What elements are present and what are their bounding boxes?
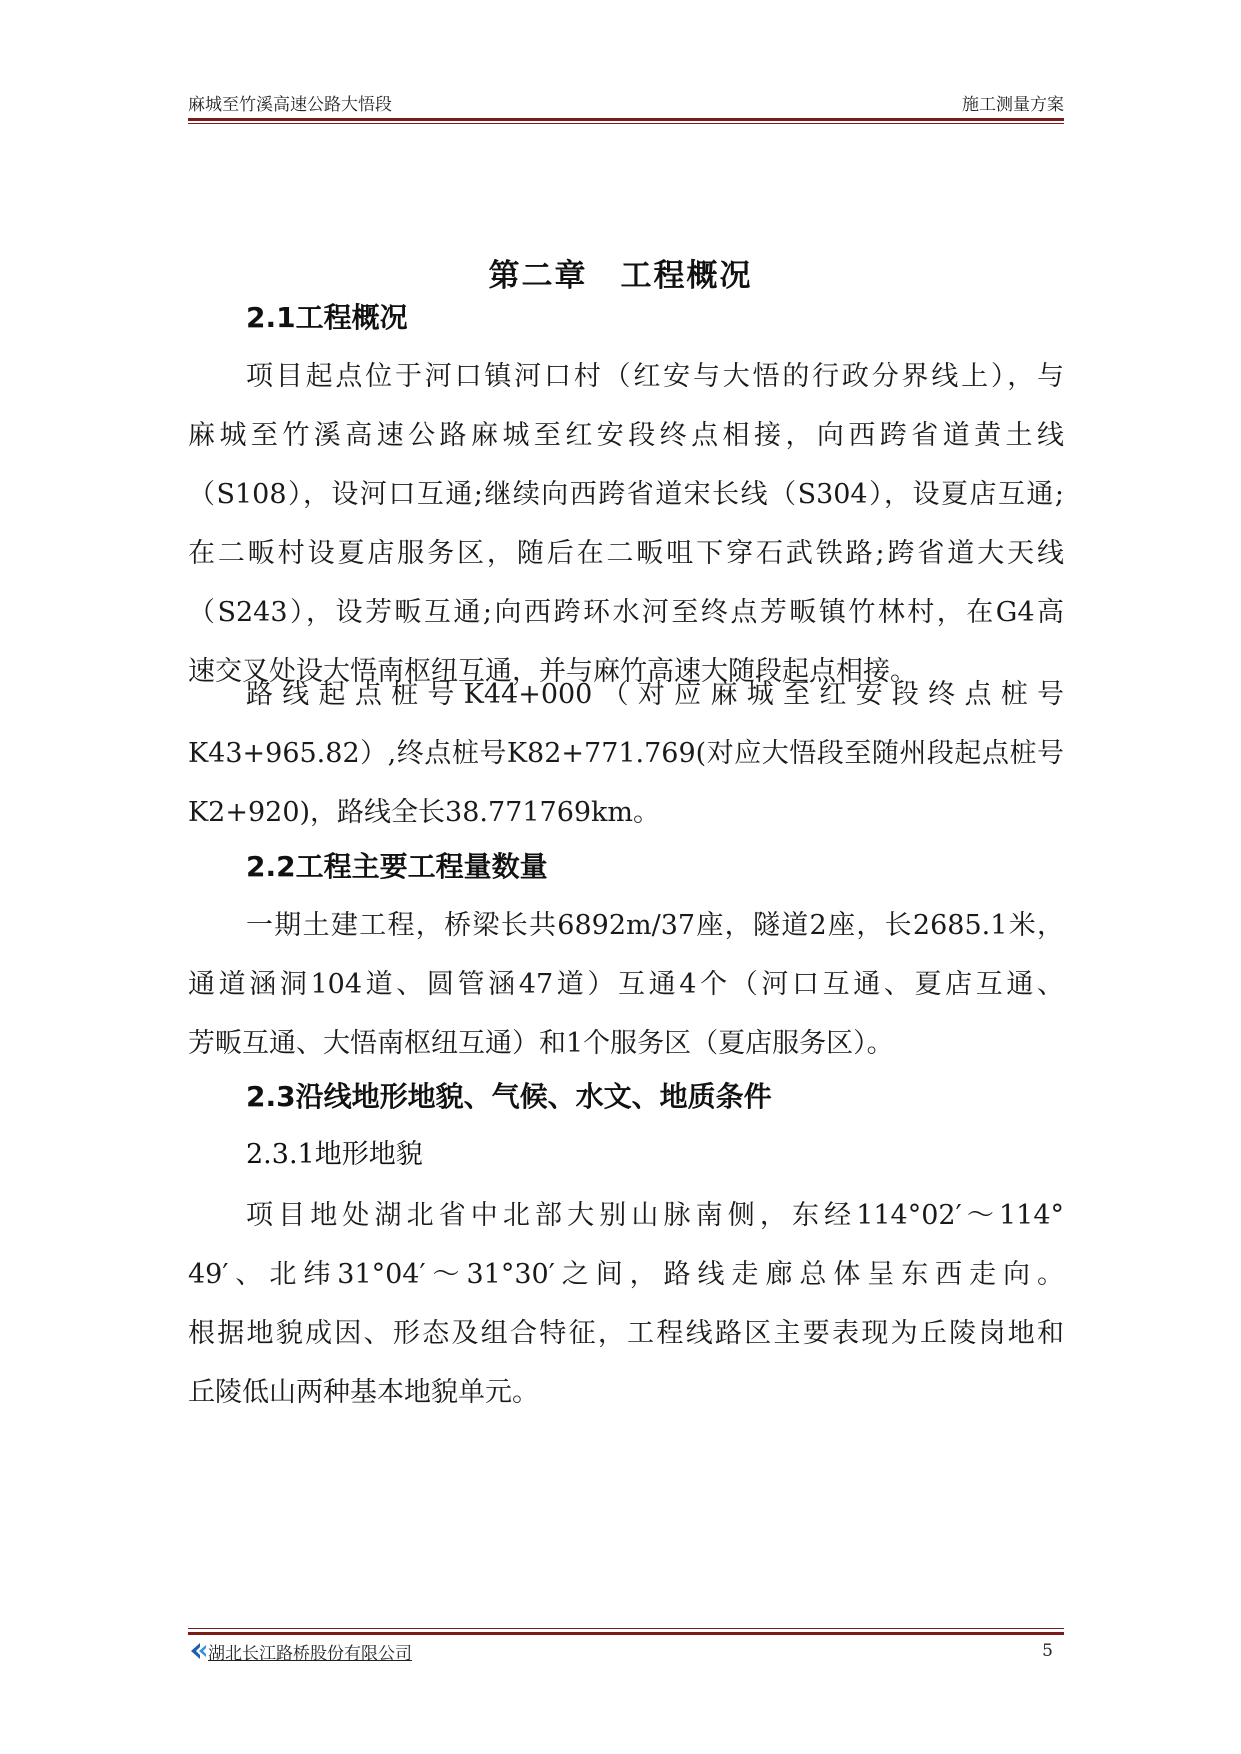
chapter-title: 第二章 工程概况 — [488, 258, 753, 294]
paragraph-line: 项目地处湖北省中北部大别山脉南侧，东经114°02′～114° — [246, 1200, 1064, 1231]
paragraph-line: 项目起点位于河口镇河口村（红安与大悟的行政分界线上），与 — [246, 361, 1064, 392]
paragraph-line: 路线起点桩号K44+000（对应麻城至红安段终点桩号 — [246, 679, 1064, 710]
header-project-name: 麻城至竹溪高速公路大悟段 — [188, 95, 392, 115]
section-2-1-heading: 2.1工程概况 — [246, 301, 408, 334]
page-header — [188, 86, 1064, 116]
paragraph-line: 麻城至竹溪高速公路麻城至红安段终点相接，向西跨省道黄土线 — [188, 420, 1064, 451]
header-rule-thin — [188, 123, 1064, 124]
section-2-3-1-paragraph — [188, 1186, 1064, 1422]
paragraph-line: 在二畈村设夏店服务区，随后在二畈咀下穿石武铁路;跨省道大天线 — [188, 538, 1064, 569]
section-2-3-heading: 2.3沿线地形地貌、气候、水文、地质条件 — [246, 1080, 772, 1113]
paragraph-line: 根据地貌成因、形态及组合特征，工程线路区主要表现为丘陵岗地和 — [188, 1318, 1064, 1349]
company-logo-icon — [188, 1641, 208, 1661]
header-document-name: 施工测量方案 — [962, 95, 1064, 115]
paragraph-line: K43+965.82）,终点桩号K82+771.769(对应大悟段至随州段起点桩号 — [188, 738, 1064, 769]
section-2-2-heading: 2.2工程主要工程量数量 — [246, 850, 548, 883]
section-2-1-paragraph-1 — [188, 347, 1064, 701]
paragraph-line: 丘陵低山两种基本地貌单元。 — [188, 1377, 539, 1408]
paragraph-line: （S108），设河口互通;继续向西跨省道宋长线（S304），设夏店互通; — [188, 479, 1064, 510]
section-2-1-paragraph-2 — [188, 665, 1064, 842]
paragraph-line: 速交叉处设大悟南枢纽互通，并与麻竹高速大随段起点相接。 — [188, 656, 917, 687]
page-number: 5 — [1042, 1641, 1053, 1661]
section-2-2-paragraph — [188, 896, 1064, 1073]
paragraph-line: 一期土建工程，桥梁长共6892m/37座，隧道2座，长2685.1米， — [246, 910, 1064, 941]
footer-company-name: 湖北长江路桥股份有限公司 — [208, 1644, 412, 1664]
footer-rule-thin — [188, 1628, 1064, 1629]
header-rule — [188, 118, 1064, 121]
footer-rule — [188, 1632, 1064, 1635]
paragraph-line: （S243），设芳畈互通;向西跨环水河至终点芳畈镇竹林村，在G4高 — [188, 597, 1064, 628]
paragraph-line: 芳畈互通、大悟南枢纽互通）和1个服务区（夏店服务区）。 — [188, 1028, 894, 1059]
paragraph-line: 通道涵洞104道、圆管涵47道）互通4个（河口互通、夏店互通、 — [188, 969, 1064, 1000]
paragraph-line: K2+920)，路线全长38.771769km。 — [188, 797, 661, 828]
section-2-3-1-heading: 2.3.1地形地貌 — [246, 1139, 423, 1170]
paragraph-line: 49′、北纬31°04′～31°30′之间，路线走廊总体呈东西走向。 — [188, 1259, 1064, 1290]
